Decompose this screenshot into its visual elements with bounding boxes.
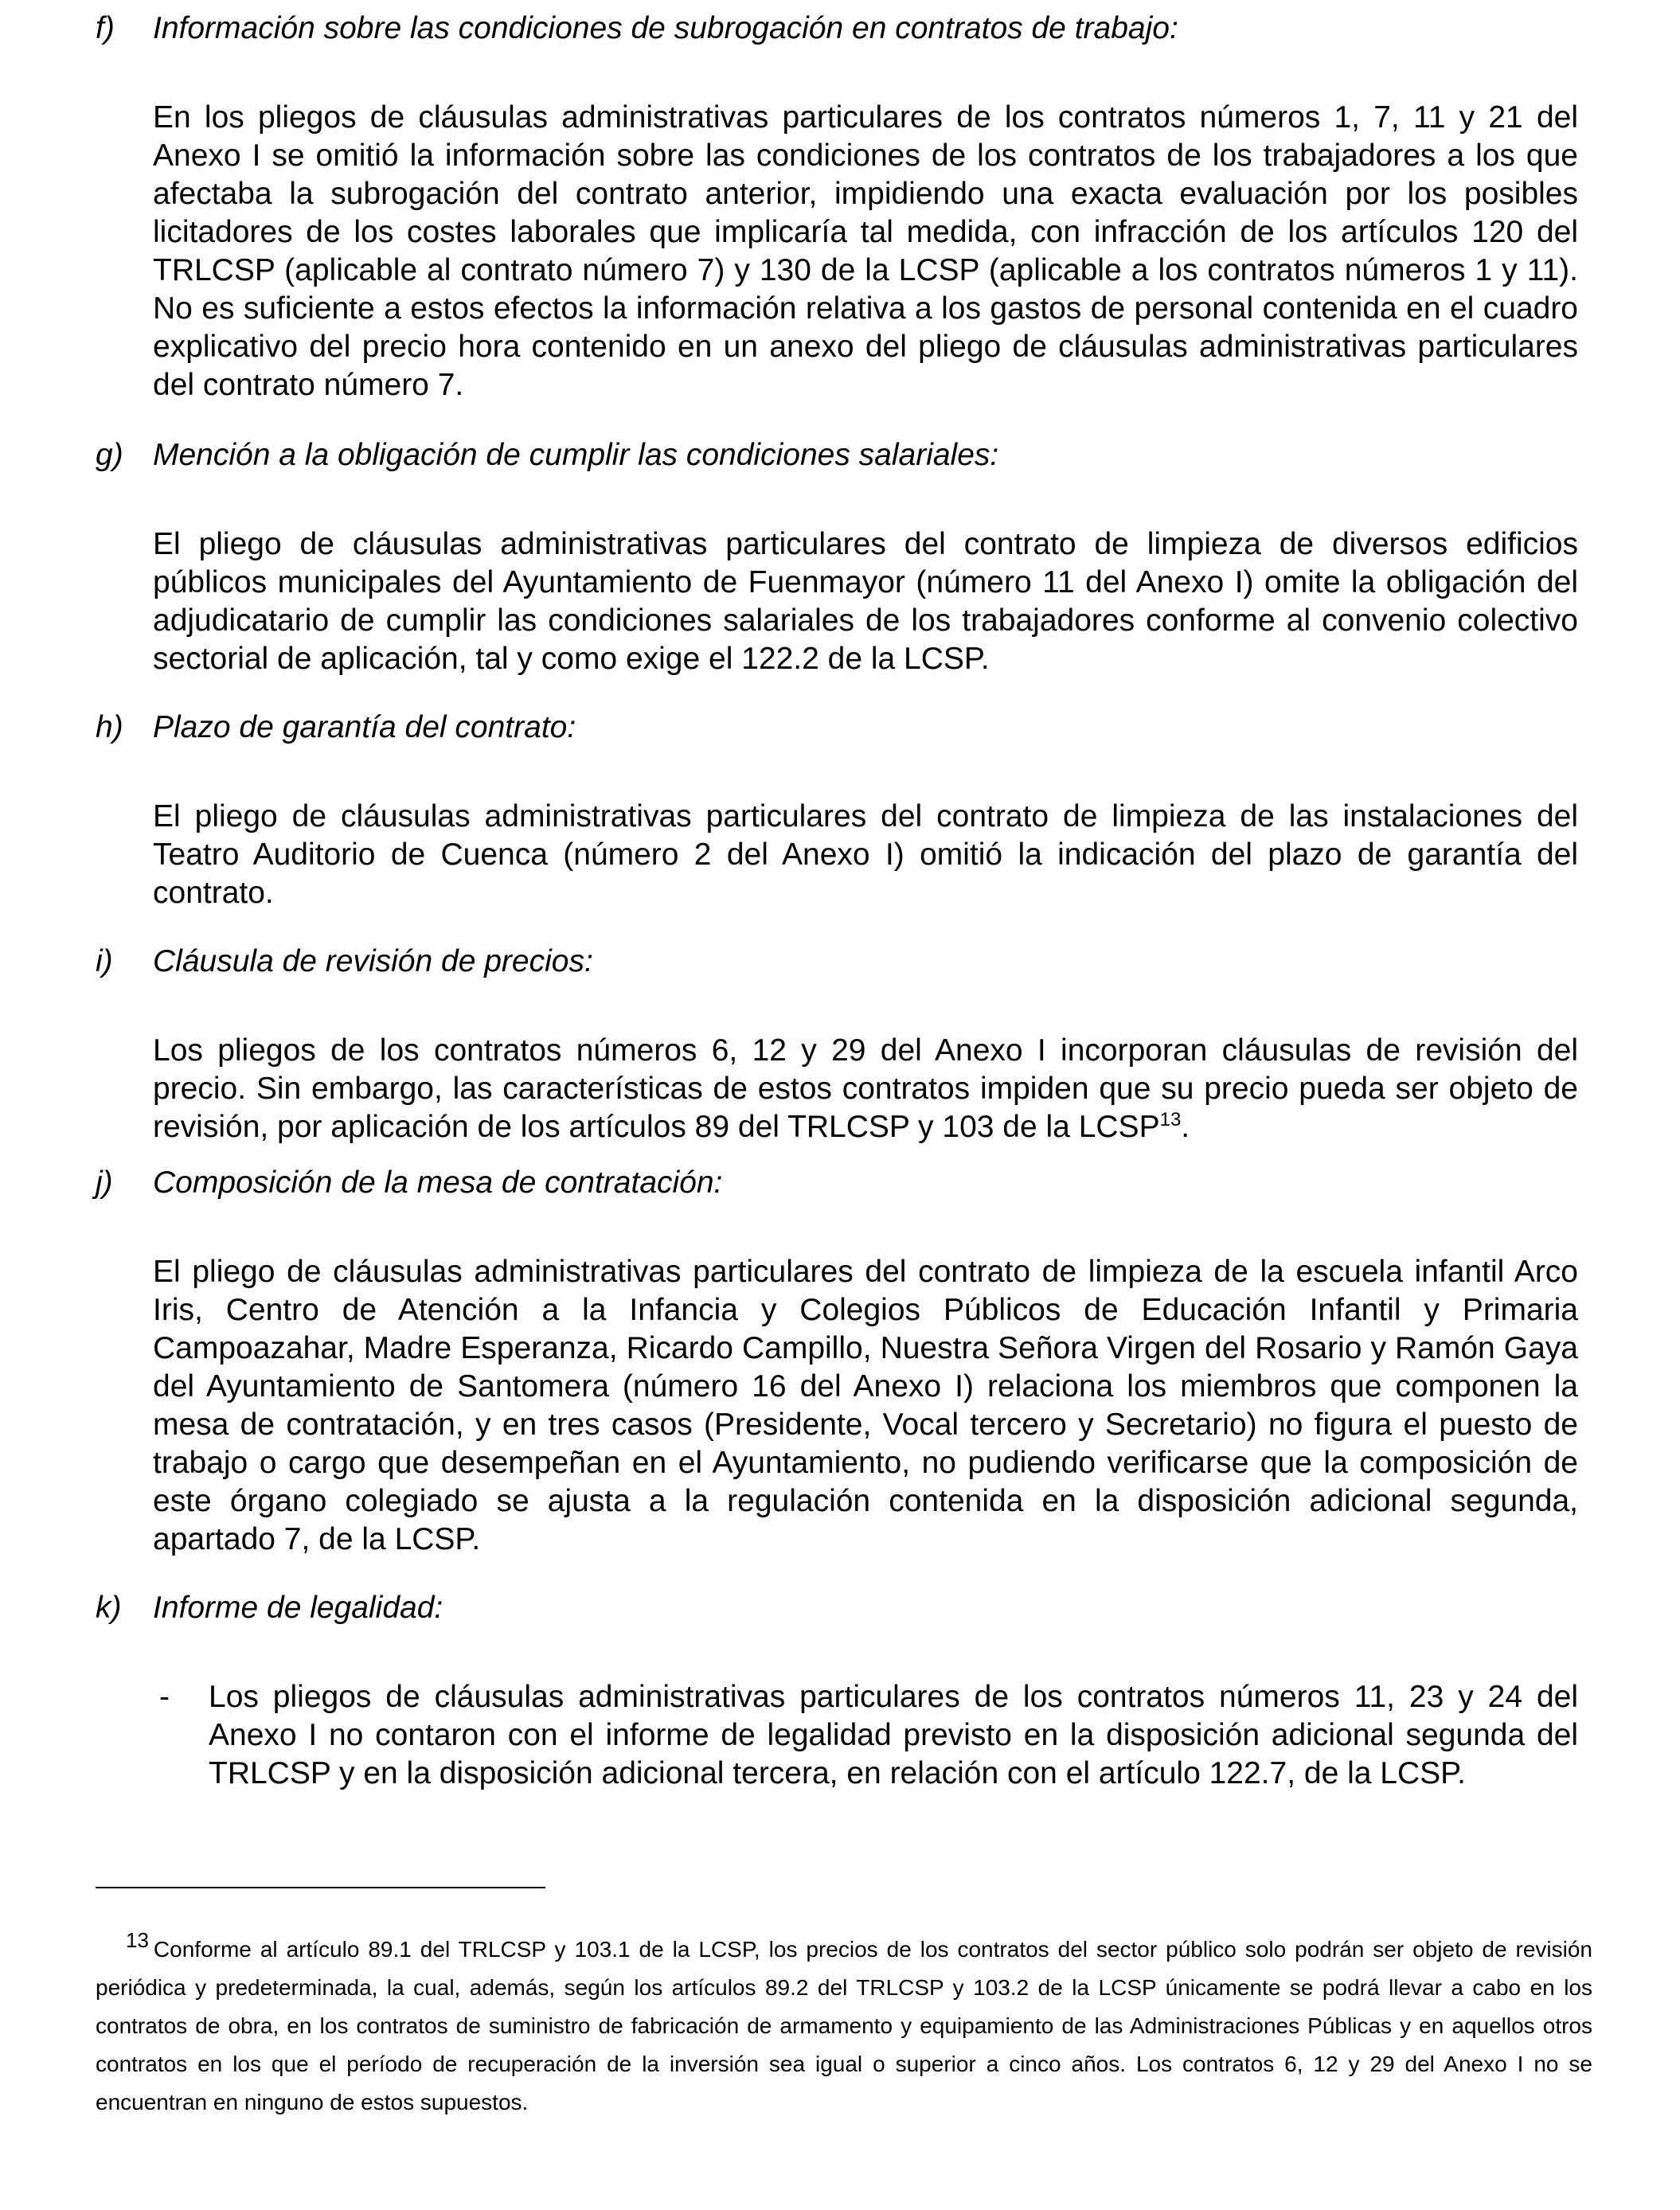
section-h <box>96 709 1592 912</box>
footnote-separator <box>96 1887 545 1888</box>
section-title: Composición de la mesa de contratación: <box>153 1166 723 1200</box>
section-letter: i) <box>96 944 113 978</box>
section-letter: f) <box>96 11 115 45</box>
section-letter: g) <box>96 438 123 472</box>
section-heading <box>96 1589 1592 1627</box>
section-title: Plazo de garantía del contrato: <box>153 710 576 744</box>
section-heading <box>96 436 1592 474</box>
section-heading <box>96 10 1592 48</box>
section-heading <box>96 1164 1592 1202</box>
footnote-reference[interactable]: 13 <box>1159 1109 1182 1130</box>
footnote-number: 13 <box>126 1928 149 1952</box>
section-g <box>96 436 1592 678</box>
bullet-item <box>153 1678 1578 1793</box>
section-title: Cláusula de revisión de precios: <box>153 944 593 978</box>
section-title: Información sobre las condiciones de subrogación en contratos de trabajo: <box>153 11 1178 45</box>
section-paragraph: El pliego de cláusulas administrativas particulares del contrato de limpieza de diversos edificios públicos municipales del Ayuntamiento de Fuenmayor (número 11 del Anexo I) omite la obligación del adjudicatario de cumplir las condiciones salariales de los trabajadores conforme al convenio colectivo sectorial de aplicación, tal y como exige el 122.2 de la LCSP. <box>153 527 1578 676</box>
section-f <box>96 10 1592 404</box>
section-paragraph: En los pliegos de cláusulas administrativas particulares de los contratos números 1, 7, 11 y 21 del Anexo I se omitió la información sobre las condiciones de los contratos de los trabajadores a los que afectaba la subrogación del contrato anterior, impidiendo una exacta evaluación por los posibles licitadores de los costes laborales que implicaría tal medida, con infracción de los artículos 120 del TRLCSP (aplicable al contrato número 7) y 130 de la LCSP (aplicable a los contratos números 1 y 11). No es suficiente a estos efectos la información relativa a los gastos de personal contenida en el cuadro explicativo del precio hora contenido en un anexo del pliego de cláusulas administrativas particulares del contrato número 7. <box>153 100 1578 402</box>
section-paragraph <box>153 1032 1578 1146</box>
section-title: Informe de legalidad: <box>153 1591 443 1625</box>
section-letter: k) <box>96 1591 122 1625</box>
section-paragraph: El pliego de cláusulas administrativas particulares del contrato de limpieza de la escuela infantil Arco Iris, Centro de Atención a la Infancia y Colegios Públicos de Educación Infantil y Primaria Campoazahar, Madre Esperanza, Ricardo Campillo, Nuestra Señora Virgen del Rosario y Ramón Gaya del Ayuntamiento de Santomera (número 16 del Anexo I) relaciona los miembros que componen la mesa de contratación, y en tres casos (Presidente, Vocal tercero y Secretario) no figura el puesto de trabajo o cargo que desempeñan en el Ayuntamiento, no pudiendo verificarse que la composición de este órgano colegiado se ajusta a la regulación contenida en la disposición adicional segunda, apartado 7, de la LCSP. <box>153 1255 1578 1556</box>
bullet-marker: - <box>159 1680 170 1714</box>
section-k <box>96 1589 1592 1793</box>
section-i <box>96 943 1592 1146</box>
paragraph-text: Los pliegos de los contratos números 6, 12 y 29 del Anexo I incorporan cláusulas de revisión del precio. Sin embargo, las características de estos contratos impiden que su precio pueda ser objeto de revisión, por aplicación de los artículos 89 del TRLCSP y 103 de la LCSP <box>153 1033 1578 1144</box>
section-letter: h) <box>96 710 123 744</box>
section-heading <box>96 709 1592 747</box>
paragraph-end: . <box>1181 1110 1190 1144</box>
footnote-text: Conforme al artículo 89.1 del TRLCSP y 103.1 de la LCSP, los precios de los contratos del sector público solo podrán ser objeto de revisión periódica y predeterminada, la cual, además, según los artículos 89.2 del TRLCSP y 103.2 de la LCSP únicamente se podrá llevar a cabo en los contratos de obra, en los contratos de suministro de fabricación de armamento y equipamiento de las Administraciones Públicas y en aquellos otros contratos en los que el período de recuperación de la inversión sea igual o superior a cinco años. Los contratos 6, 12 y 29 del Anexo I no se encuentran en ninguno de estos supuestos. <box>96 1937 1592 2114</box>
section-letter: j) <box>96 1166 113 1200</box>
section-j <box>96 1164 1592 1559</box>
footnote <box>96 1928 1592 2122</box>
bullet-text: Los pliegos de cláusulas administrativas particulares de los contratos números 11, 23 y 24 del Anexo I no contaron con el informe de legalidad previsto en la disposición adicional segunda del TRLCSP y en la disposición adicional tercera, en relación con el artículo 122.7, de la LCSP. <box>209 1680 1578 1790</box>
section-paragraph: El pliego de cláusulas administrativas particulares del contrato de limpieza de las instalaciones del Teatro Auditorio de Cuenca (número 2 del Anexo I) omitió la indicación del plazo de garantía del contrato. <box>153 799 1578 910</box>
section-heading <box>96 943 1592 981</box>
section-title: Mención a la obligación de cumplir las condiciones salariales: <box>153 438 999 472</box>
